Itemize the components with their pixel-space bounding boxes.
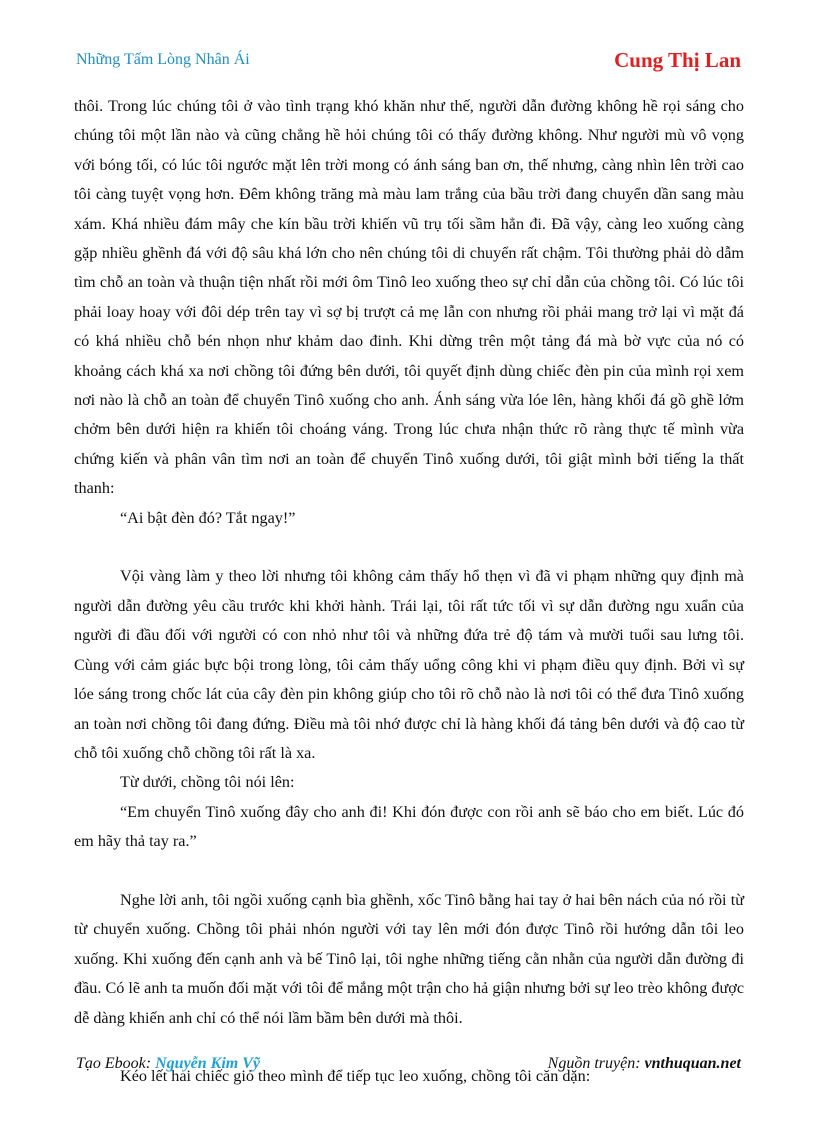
ebook-label: Tạo Ebook (76, 1055, 146, 1072)
source-label: Nguồn truyện (547, 1055, 636, 1072)
source-separator: : (635, 1055, 645, 1072)
paragraph: Kéo lết hai chiếc giỏ theo mình để tiếp tục leo xuống, chồng tôi căn dặn: (120, 1067, 591, 1086)
quote-paragraph: “Ai bật đèn đó? Tắt ngay!” (120, 508, 296, 527)
source-credit (548, 1055, 741, 1073)
ebook-credit (76, 1055, 260, 1073)
paragraph: thôi. Trong lúc chúng tôi ở vào tình trạng khó khăn như thế, người dẫn đường không hề rọi sáng cho chúng tôi một lần nào và cũng chẳng hề hỏi chúng tôi có thấy đường không. Như người mù vô vọng với bóng tối, có lúc tôi ngước mặt lên trời mong có ánh sáng ban ơn, thế nhưng, càng nhìn lên trời cao tôi càng tuyệt vọng hơn. Đêm không trăng mà màu lam trắng của bầu trời đang chuyển dần sang màu xám. Khá nhiều đám mây che kín bầu trời khiến vũ trụ tối sầm hẳn đi. Đã vậy, càng leo xuống càng gặp nhiều ghềnh đá với độ sâu khá lớn cho nên chúng tôi di chuyển rất chậm. Tôi thường phải dò dẫm tìm chỗ an toàn và thuận tiện nhất rồi mới ôm Tinô leo xuống theo sự chỉ dẫn của chồng tôi. Có lúc tôi phải loay hoay với đôi dép trên tay vì sợ bị trượt cả mẹ lẫn con nhưng rồi phải mang trở lại vì mặt đá có khá nhiều chỗ bén nhọn như khảm dao đinh. Khi dừng trên một tảng đá mà bờ vực của nó có khoảng cách khá xa nơi chồng tôi đứng bên dưới, tôi quyết định dùng chiếc đèn pin của mình rọi xem nơi nào là chỗ an toàn để chuyển Tinô xuống cho anh. Ánh sáng vừa lóe lên, hàng khối đá gồ ghề lởm chởm bên dưới hiện ra khiến tôi choáng váng. Trong lúc chưa nhận thức rõ ràng thực tế mình vừa chứng kiến và phân vân tìm nơi an toàn để chuyển Tinô xuống dưới, tôi giật mình bởi tiếng la thất thanh: (74, 97, 744, 498)
source-site: vnthuquan.net (644, 1055, 741, 1072)
author-name: Cung Thị Lan (614, 48, 741, 72)
paragraph: Nghe lời anh, tôi ngồi xuống cạnh bìa ghềnh, xốc Tinô bằng hai tay ở hai bên nách của nó rồi từ từ chuyển xuống. Chồng tôi phải nhón người với tay lên mới đón được Tinô rồi hướng dẫn tôi leo xuống. Khi xuống đến cạnh anh và bế Tinô lại, tôi nghe những tiếng cằn nhằn của người dẫn đường đi đầu. Có lẽ anh ta muốn đối mặt với tôi để mắng một trận cho hả giận nhưng bởi sự leo trèo không được dễ dàng khiến anh chỉ có thể nói lầm bầm bên dưới mà thôi. (74, 890, 744, 1027)
book-title: Những Tấm Lòng Nhân Ái (76, 51, 250, 68)
quote-paragraph: “Em chuyển Tinô xuống đây cho anh đi! Khi đón được con rồi anh sẽ báo cho em biết. Lúc đó em hãy thả tay ra.” (74, 802, 744, 851)
paragraph: Vội vàng làm y theo lời nhưng tôi không cảm thấy hổ thẹn vì đã vi phạm những quy định mà người dẫn đường yêu cầu trước khi khởi hành. Trái lại, tôi rất tức tối vì sự dẫn đường ngu xuẩn của người đi đầu đối với người có con nhỏ như tôi và những đứa trẻ độ tám và mười tuổi sau lưng tôi. Cùng với cảm giác bực bội trong lòng, tôi cảm thấy uổng công khi vi phạm điều quy định. Bởi vì sự lóe sáng trong chốc lát của cây đèn pin không giúp cho tôi rõ chỗ nào là nơi tôi có thể đưa Tinô xuống an toàn nơi chồng tôi đang đứng. Điều mà tôi nhớ được chỉ là hàng khối đá tảng bên dưới và độ cao từ chỗ tôi xuống chỗ chồng tôi rất là xa. (74, 567, 744, 762)
paragraph: Từ dưới, chồng tôi nói lên: (120, 773, 295, 792)
ebook-separator: : (145, 1055, 156, 1072)
ebook-creator-name: Nguyễn Kim Vỹ (155, 1055, 260, 1072)
page-body (74, 92, 744, 1092)
